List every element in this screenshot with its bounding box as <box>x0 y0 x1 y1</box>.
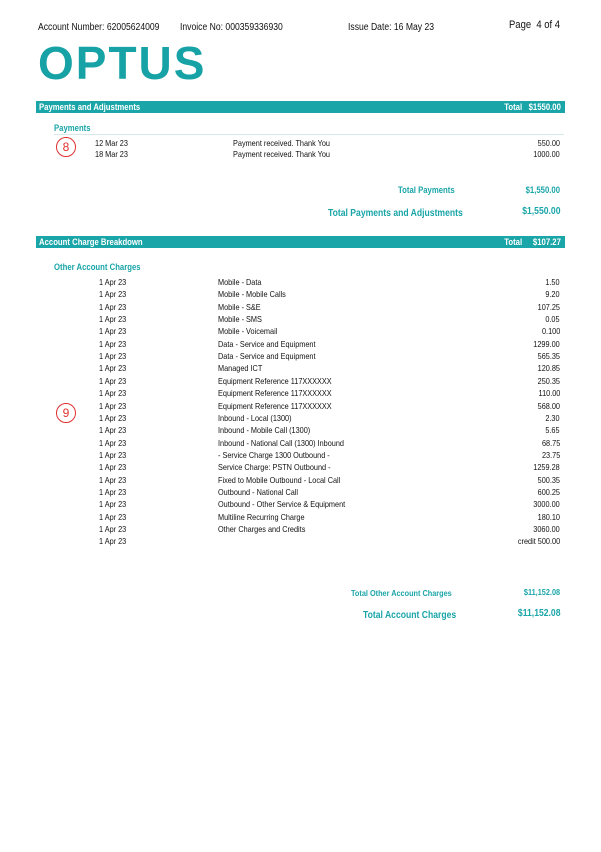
row-description: - Service Charge 1300 Outbound - <box>218 449 330 460</box>
row-amount: 3000.00 <box>533 499 560 510</box>
row-description: Mobile - S&E <box>218 301 261 312</box>
row-date: 1 Apr 23 <box>99 437 127 448</box>
invoice-number-value: 000359336930 <box>225 22 283 33</box>
total-other-charges-value: $11,152.08 <box>523 587 560 597</box>
row-description: Multiline Recurring Charge <box>218 511 305 522</box>
total-other-charges-label: Total Other Account Charges <box>351 588 452 598</box>
row-date: 1 Apr 23 <box>99 400 127 411</box>
account-number-label: Account Number: <box>38 22 105 33</box>
row-description: Mobile - Mobile Calls <box>218 289 286 300</box>
row-amount: 1259.28 <box>533 462 560 473</box>
payments-subheading: Payments <box>54 123 91 133</box>
row-date: 18 Mar 23 <box>95 149 128 159</box>
charges-bar-title: Account Charge Breakdown <box>39 237 143 247</box>
row-description: Inbound - National Call (1300) Inbound <box>218 437 344 448</box>
row-amount: 1.50 <box>545 277 560 287</box>
row-description: Inbound - Local (1300) <box>218 412 292 423</box>
page-label: Page <box>509 19 532 31</box>
payments-divider <box>54 134 564 135</box>
total-payments-value: $1,550.00 <box>525 185 560 195</box>
row-description: Mobile - SMS <box>218 314 262 325</box>
row-date: 1 Apr 23 <box>99 412 127 423</box>
row-date: 1 Apr 23 <box>99 338 127 349</box>
payments-section-bar <box>36 101 565 113</box>
row-amount: 2.30 <box>545 412 560 423</box>
invoice-number <box>180 22 283 33</box>
row-amount: 110.00 <box>538 388 560 399</box>
issue-date-value: 16 May 23 <box>393 22 435 33</box>
row-description: Mobile - Voicemail <box>218 326 278 337</box>
row-amount: 68.75 <box>541 437 560 448</box>
row-date: 1 Apr 23 <box>99 511 127 522</box>
row-description: Equipment Reference 117XXXXXX <box>218 388 332 399</box>
total-account-charges-label: Total Account Charges <box>363 610 457 621</box>
row-date: 1 Apr 23 <box>99 499 127 510</box>
row-amount: 1000.00 <box>533 149 560 159</box>
row-description: Outbound - Other Service & Equipment <box>218 499 346 510</box>
row-date: 1 Apr 23 <box>99 289 127 300</box>
row-amount: 0.05 <box>545 314 560 325</box>
row-date: 1 Apr 23 <box>99 314 127 325</box>
row-description: Payment received. Thank You <box>233 138 330 148</box>
invoice-number-label: Invoice No: <box>180 22 224 33</box>
row-date: 12 Mar 23 <box>95 138 128 148</box>
row-description: Equipment Reference 117XXXXXX <box>218 400 332 411</box>
row-date: 1 Apr 23 <box>99 277 127 287</box>
row-description: Fixed to Mobile Outbound - Local Call <box>218 474 341 485</box>
row-amount: 3060.00 <box>533 524 560 534</box>
row-date: 1 Apr 23 <box>99 351 127 362</box>
row-description: Inbound - Mobile Call (1300) <box>218 425 311 436</box>
page-indicator <box>509 19 560 31</box>
page-value: 4 of 4 <box>536 19 561 31</box>
row-date: 1 Apr 23 <box>99 524 127 534</box>
optus-logo: OPTUS <box>38 37 207 89</box>
charges-bar-total <box>504 236 561 248</box>
row-date: 1 Apr 23 <box>99 301 127 312</box>
row-description: Other Charges and Credits <box>218 524 306 534</box>
row-amount: 120.85 <box>537 363 560 374</box>
marker-8: 8 <box>56 137 76 157</box>
payments-bar-total-label: Total <box>504 102 523 112</box>
row-date: 1 Apr 23 <box>99 474 127 485</box>
row-description: Mobile - Data <box>218 277 262 287</box>
account-number <box>38 22 159 33</box>
row-description: Payment received. Thank You <box>233 149 330 159</box>
row-date: 1 Apr 23 <box>99 536 127 547</box>
row-description: Service Charge: PSTN Outbound - <box>218 462 331 473</box>
issue-date-label: Issue Date: <box>348 22 392 33</box>
row-date: 1 Apr 23 <box>99 486 127 497</box>
payments-bar-total <box>504 101 561 113</box>
row-amount: 23.75 <box>541 449 560 460</box>
row-amount: 250.35 <box>537 375 560 386</box>
charges-section-bar <box>36 236 565 248</box>
row-amount: 0.100 <box>541 326 560 337</box>
total-payments-adjustments-value: $1,550.00 <box>521 206 560 217</box>
row-description: Data - Service and Equipment <box>218 338 316 349</box>
row-date: 1 Apr 23 <box>99 326 127 337</box>
account-number-value: 62005624009 <box>106 22 160 33</box>
total-account-charges-value: $11,152.08 <box>517 608 560 619</box>
row-amount: 107.25 <box>537 301 560 312</box>
row-date: 1 Apr 23 <box>99 388 127 399</box>
row-amount: 1299.00 <box>533 338 560 349</box>
row-amount: 600.25 <box>537 486 560 497</box>
marker-9: 9 <box>56 403 76 423</box>
row-amount: 9.20 <box>545 289 560 300</box>
row-description: Outbound - National Call <box>218 486 299 497</box>
payments-bar-title: Payments and Adjustments <box>39 102 141 112</box>
row-date: 1 Apr 23 <box>99 425 127 436</box>
row-date: 1 Apr 23 <box>99 375 127 386</box>
issue-date <box>348 22 434 33</box>
row-amount: 565.35 <box>537 351 560 362</box>
row-date: 1 Apr 23 <box>99 462 127 473</box>
charges-bar-total-label: Total <box>504 237 523 247</box>
row-amount: credit 500.00 <box>517 536 560 547</box>
row-description: Managed ICT <box>218 363 263 374</box>
row-amount: 550.00 <box>537 138 560 148</box>
row-date: 1 Apr 23 <box>99 363 127 374</box>
payments-bar-total-value: $1550.00 <box>528 102 561 112</box>
row-amount: 180.10 <box>537 511 560 522</box>
charges-subheading: Other Account Charges <box>54 262 141 272</box>
row-amount: 500.35 <box>537 474 560 485</box>
row-description: Data - Service and Equipment <box>218 351 316 362</box>
row-description: Equipment Reference 117XXXXXX <box>218 375 332 386</box>
total-payments-adjustments-label: Total Payments and Adjustments <box>328 208 463 219</box>
row-amount: 5.65 <box>545 425 560 436</box>
charges-bar-total-value: $107.27 <box>533 237 561 247</box>
row-date: 1 Apr 23 <box>99 449 127 460</box>
total-payments-label: Total Payments <box>398 185 455 195</box>
row-amount: 568.00 <box>537 400 560 411</box>
